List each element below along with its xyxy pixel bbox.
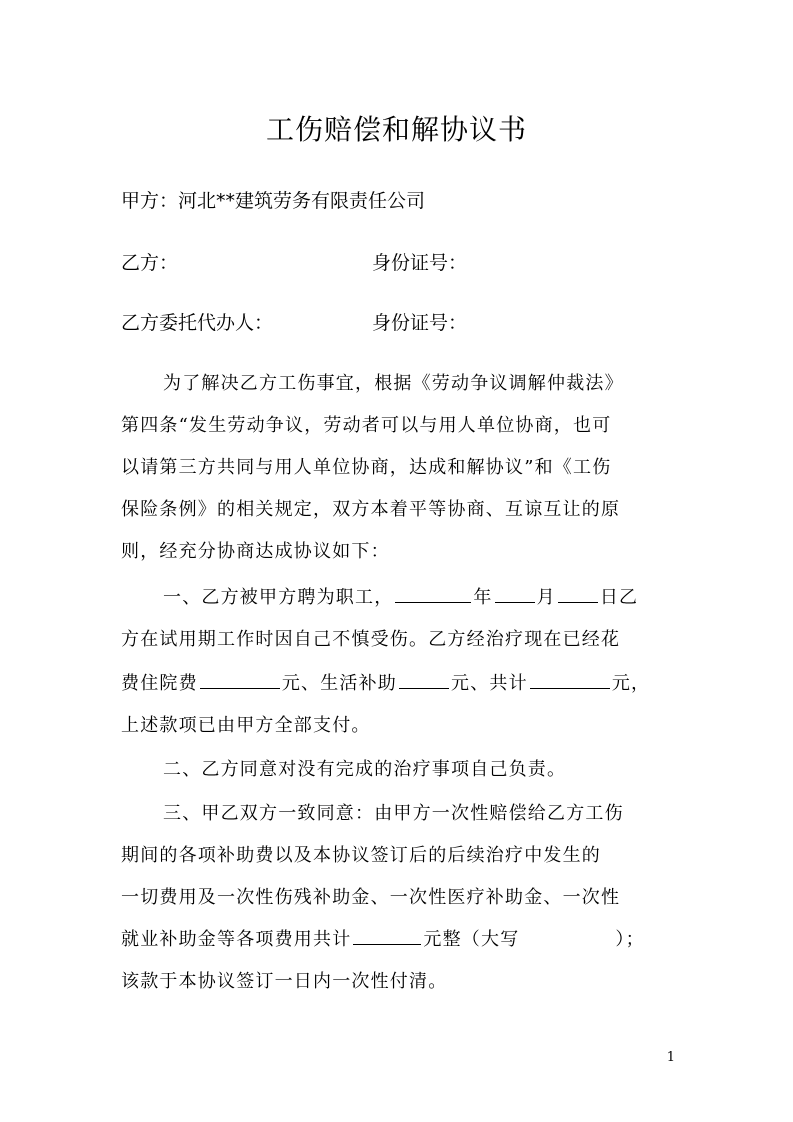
preamble-line: 则，经充分协商达成协议如下： xyxy=(121,541,390,562)
clause-1-text: 元， xyxy=(611,673,651,694)
clause-3-line-1: 三、甲乙双方一致同意：由甲方一次性赔偿给乙方工伤 xyxy=(163,803,624,824)
blank-compensation-field[interactable] xyxy=(353,920,421,945)
agent-label: 乙方委托代办人： xyxy=(121,312,274,334)
party-b-label: 乙方： xyxy=(121,252,179,274)
clause-1-line-2: 方在试用期工作时因自己不慎受伤。乙方经治疗现在已经花 xyxy=(121,629,621,650)
document-title: 工伤赔偿和解协议书 xyxy=(265,113,527,146)
clause-3-text: 就业补助金等各项费用共计 xyxy=(121,929,352,950)
clause-3-text: 元整（大写 xyxy=(423,929,520,950)
clause-3-text: ）； xyxy=(615,929,645,950)
clause-3-line-3: 一切费用及一次性伤残补助金、一次性医疗补助金、一次性 xyxy=(121,887,621,908)
blank-month-field[interactable] xyxy=(495,578,535,603)
blank-living-subsidy-field[interactable] xyxy=(399,664,449,689)
party-b-id-label: 身份证号： xyxy=(372,252,468,274)
page-number: 1 xyxy=(666,1050,675,1065)
preamble-line: 以请第三方共同与用人单位协商，达成和解协议”和《工伤 xyxy=(121,457,612,478)
clause-1-text: 费住院费 xyxy=(121,673,198,694)
year-label: 年 xyxy=(473,587,493,608)
clause-2: 二、乙方同意对没有完成的治疗事项自己负责。 xyxy=(163,759,567,780)
clause-3-line-4 xyxy=(121,920,674,960)
month-label: 月 xyxy=(536,587,556,608)
clause-1-line-1 xyxy=(121,578,674,618)
blank-day-field[interactable] xyxy=(558,578,598,603)
day-label: 日乙 xyxy=(599,587,639,608)
agent-id-label: 身份证号： xyxy=(372,312,468,334)
blank-year-field[interactable] xyxy=(395,578,471,603)
clause-1-text: 元、共计 xyxy=(451,673,528,694)
blank-total-field[interactable] xyxy=(530,664,610,689)
clause-1-line-3 xyxy=(121,664,674,704)
preamble-line: 保险条例》的相关规定，双方本着平等协商、互谅互让的原 xyxy=(121,499,621,520)
clause-3-line-5: 该款于本协议签订一日内一次性付清。 xyxy=(121,971,448,992)
blank-hospital-fee-field[interactable] xyxy=(200,664,280,689)
clause-3-line-2: 期间的各项补助费以及本协议签订后的后续治疗中发生的 xyxy=(121,845,601,866)
preamble-line: 第四条“发生劳动争议，劳动者可以与用人单位协商，也可 xyxy=(121,415,612,436)
clause-1-text: 元、生活补助 xyxy=(281,673,398,694)
clause-1-text: 一、乙方被甲方聘为职工， xyxy=(163,587,394,608)
clause-1-line-4: 上述款项已由甲方全部支付。 xyxy=(121,715,371,736)
preamble-line: 为了解决乙方工伤事宜，根据《劳动争议调解仲裁法》 xyxy=(163,373,624,394)
party-a: 甲方：河北**建筑劳务有限责任公司 xyxy=(121,190,426,212)
